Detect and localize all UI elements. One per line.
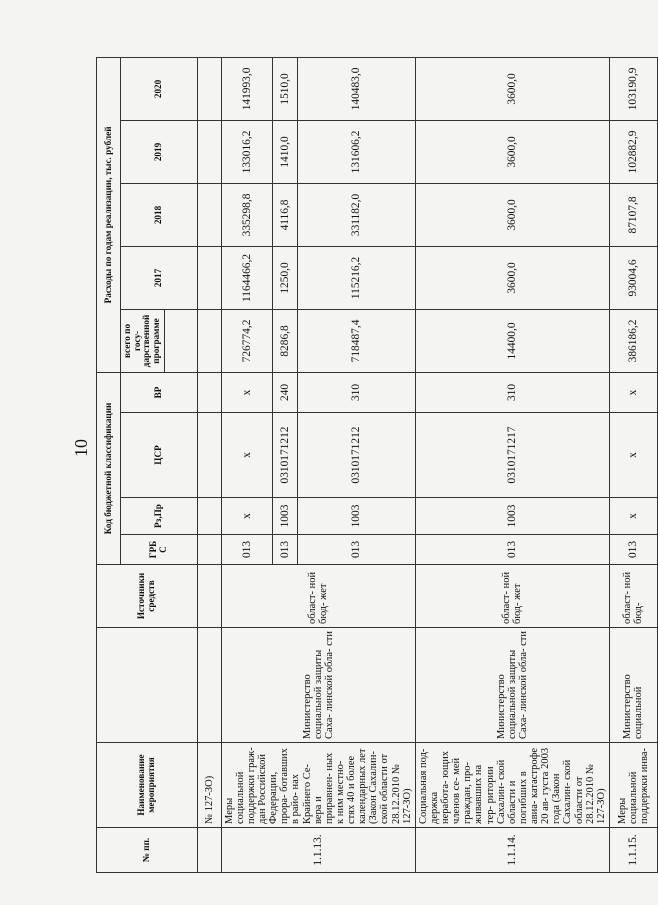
header-2019: 2019 bbox=[121, 120, 198, 183]
budget-table bbox=[96, 57, 658, 873]
cell-vr: х bbox=[221, 372, 272, 412]
cell-grbs: 013 bbox=[297, 535, 415, 565]
cell-2019: 1410,0 bbox=[272, 120, 297, 183]
cell-2017: 93004,6 bbox=[609, 246, 657, 309]
cell-total: 718487,4 bbox=[297, 309, 415, 372]
cell-2017: 3600,0 bbox=[415, 246, 609, 309]
cell-grbs bbox=[197, 535, 221, 565]
cell-grbs: 013 bbox=[609, 535, 657, 565]
cell-2018: 335298,8 bbox=[221, 183, 272, 246]
cell-executor: Министерство социальной bbox=[609, 628, 657, 743]
cell-csr: 0310171217 bbox=[415, 413, 609, 498]
cell-no: 1.1.15. bbox=[609, 828, 657, 873]
cell-csr: х bbox=[609, 413, 657, 498]
cell-2019: 133016,2 bbox=[221, 120, 272, 183]
cell-total bbox=[197, 309, 221, 372]
cell-2019: 3600,0 bbox=[415, 120, 609, 183]
cell-name: Меры социальной поддержки инва- bbox=[609, 743, 657, 828]
cell-2020: 141993,0 bbox=[221, 57, 272, 120]
cell-2017: 1250,0 bbox=[272, 246, 297, 309]
table-header bbox=[97, 57, 198, 872]
cell-2019 bbox=[197, 120, 221, 183]
header-vr: ВР bbox=[121, 372, 198, 412]
cell-2017: 1164466,2 bbox=[221, 246, 272, 309]
cell-executor: Министерство социальной защиты Саха- линской обла- сти bbox=[415, 628, 609, 743]
table-row bbox=[609, 57, 657, 872]
header-no: № пп. bbox=[97, 828, 198, 873]
header-rzpr: Рз,Пр bbox=[121, 498, 198, 535]
cell-rzpr: х bbox=[221, 498, 272, 535]
cell-2018: 331182,0 bbox=[297, 183, 415, 246]
cell-total: 386186,2 bbox=[609, 309, 657, 372]
cell-rzpr: х bbox=[609, 498, 657, 535]
cell-2020: 1510,0 bbox=[272, 57, 297, 120]
cell-2018 bbox=[197, 183, 221, 246]
cell-source: област- ной бюд- жет bbox=[221, 565, 415, 628]
cell-vr: х bbox=[609, 372, 657, 412]
cell-no: 1.1.14. bbox=[415, 828, 609, 873]
cell-vr bbox=[197, 372, 221, 412]
cell-source: област- ной бюд- bbox=[609, 565, 657, 628]
cell-2020: 3600,0 bbox=[415, 57, 609, 120]
cell-csr: х bbox=[221, 413, 272, 498]
cell-name: Меры социальной поддержки граж- дан Российской Федерации, прора- ботавших в райо- нах Крайнего Се- вера и приравнен- ных к ним местно- стях 40 и более календарных лет (Закон Сахалин- ской области от 28.12.2010 № 127-ЗО) bbox=[221, 743, 415, 828]
header-total-blank bbox=[164, 309, 197, 372]
table-row bbox=[197, 57, 221, 872]
cell-no: 1.1.13. bbox=[221, 828, 415, 873]
header-2018: 2018 bbox=[121, 183, 198, 246]
cell-grbs: 013 bbox=[221, 535, 272, 565]
cell-vr: 310 bbox=[297, 372, 415, 412]
cell-2019: 102882,9 bbox=[609, 120, 657, 183]
page-number: 10 bbox=[71, 439, 91, 457]
header-executor bbox=[97, 628, 198, 743]
cell-2018: 3600,0 bbox=[415, 183, 609, 246]
cell-csr: 0310171212 bbox=[297, 413, 415, 498]
cell-2017: 115216,2 bbox=[297, 246, 415, 309]
header-2020: 2020 bbox=[121, 57, 198, 120]
cell-2017 bbox=[197, 246, 221, 309]
cell-rzpr: 1003 bbox=[297, 498, 415, 535]
header-grbs: ГРБ С bbox=[121, 535, 198, 565]
cell-grbs: 013 bbox=[272, 535, 297, 565]
cell-2020: 140483,0 bbox=[297, 57, 415, 120]
header-csr: ЦСР bbox=[121, 413, 198, 498]
cell-rzpr: 1003 bbox=[415, 498, 609, 535]
cell-source bbox=[197, 565, 221, 628]
cell-vr: 240 bbox=[272, 372, 297, 412]
cell-name: № 127-ЗО) bbox=[197, 743, 221, 828]
header-2017: 2017 bbox=[121, 246, 198, 309]
table-row bbox=[221, 57, 272, 872]
cell-vr: 310 bbox=[415, 372, 609, 412]
cell-rzpr bbox=[197, 498, 221, 535]
rotated-page bbox=[96, 58, 650, 873]
header-total: всего по госу- дарственной программе bbox=[121, 309, 165, 372]
cell-total: 726774,2 bbox=[221, 309, 272, 372]
cell-2020: 103190,9 bbox=[609, 57, 657, 120]
cell-csr: 0310171212 bbox=[272, 413, 297, 498]
cell-2020 bbox=[197, 57, 221, 120]
cell-name: Социальная под- держка неработа- ющих членов се- мей граждан, про- живавших на тер- ритории Сахалин- ской области и погибших в авиа- катастрофе 20 ав- густа 2003 года (Закон Сахалин- ской области от 28.12.2010 № 127-ЗО) bbox=[415, 743, 609, 828]
cell-total: 14400,0 bbox=[415, 309, 609, 372]
cell-executor: Министерство социальной защиты Саха- линской обла- сти bbox=[221, 628, 415, 743]
cell-rzpr: 1003 bbox=[272, 498, 297, 535]
header-source: Источники средств bbox=[97, 565, 198, 628]
header-name: Наименование мероприятия bbox=[97, 743, 198, 828]
table-row bbox=[415, 57, 609, 872]
cell-no bbox=[197, 828, 221, 873]
cell-2018: 87107,8 bbox=[609, 183, 657, 246]
cell-grbs: 013 bbox=[415, 535, 609, 565]
cell-2018: 4116,8 bbox=[272, 183, 297, 246]
header-budget-code: Код бюджетной классификации bbox=[97, 372, 121, 564]
cell-source: област- ной бюд- жет bbox=[415, 565, 609, 628]
cell-executor bbox=[197, 628, 221, 743]
header-expenses: Расходы по годам реализации, тыс. рублей bbox=[97, 57, 121, 372]
cell-csr bbox=[197, 413, 221, 498]
cell-2019: 131606,2 bbox=[297, 120, 415, 183]
cell-total: 8286,8 bbox=[272, 309, 297, 372]
